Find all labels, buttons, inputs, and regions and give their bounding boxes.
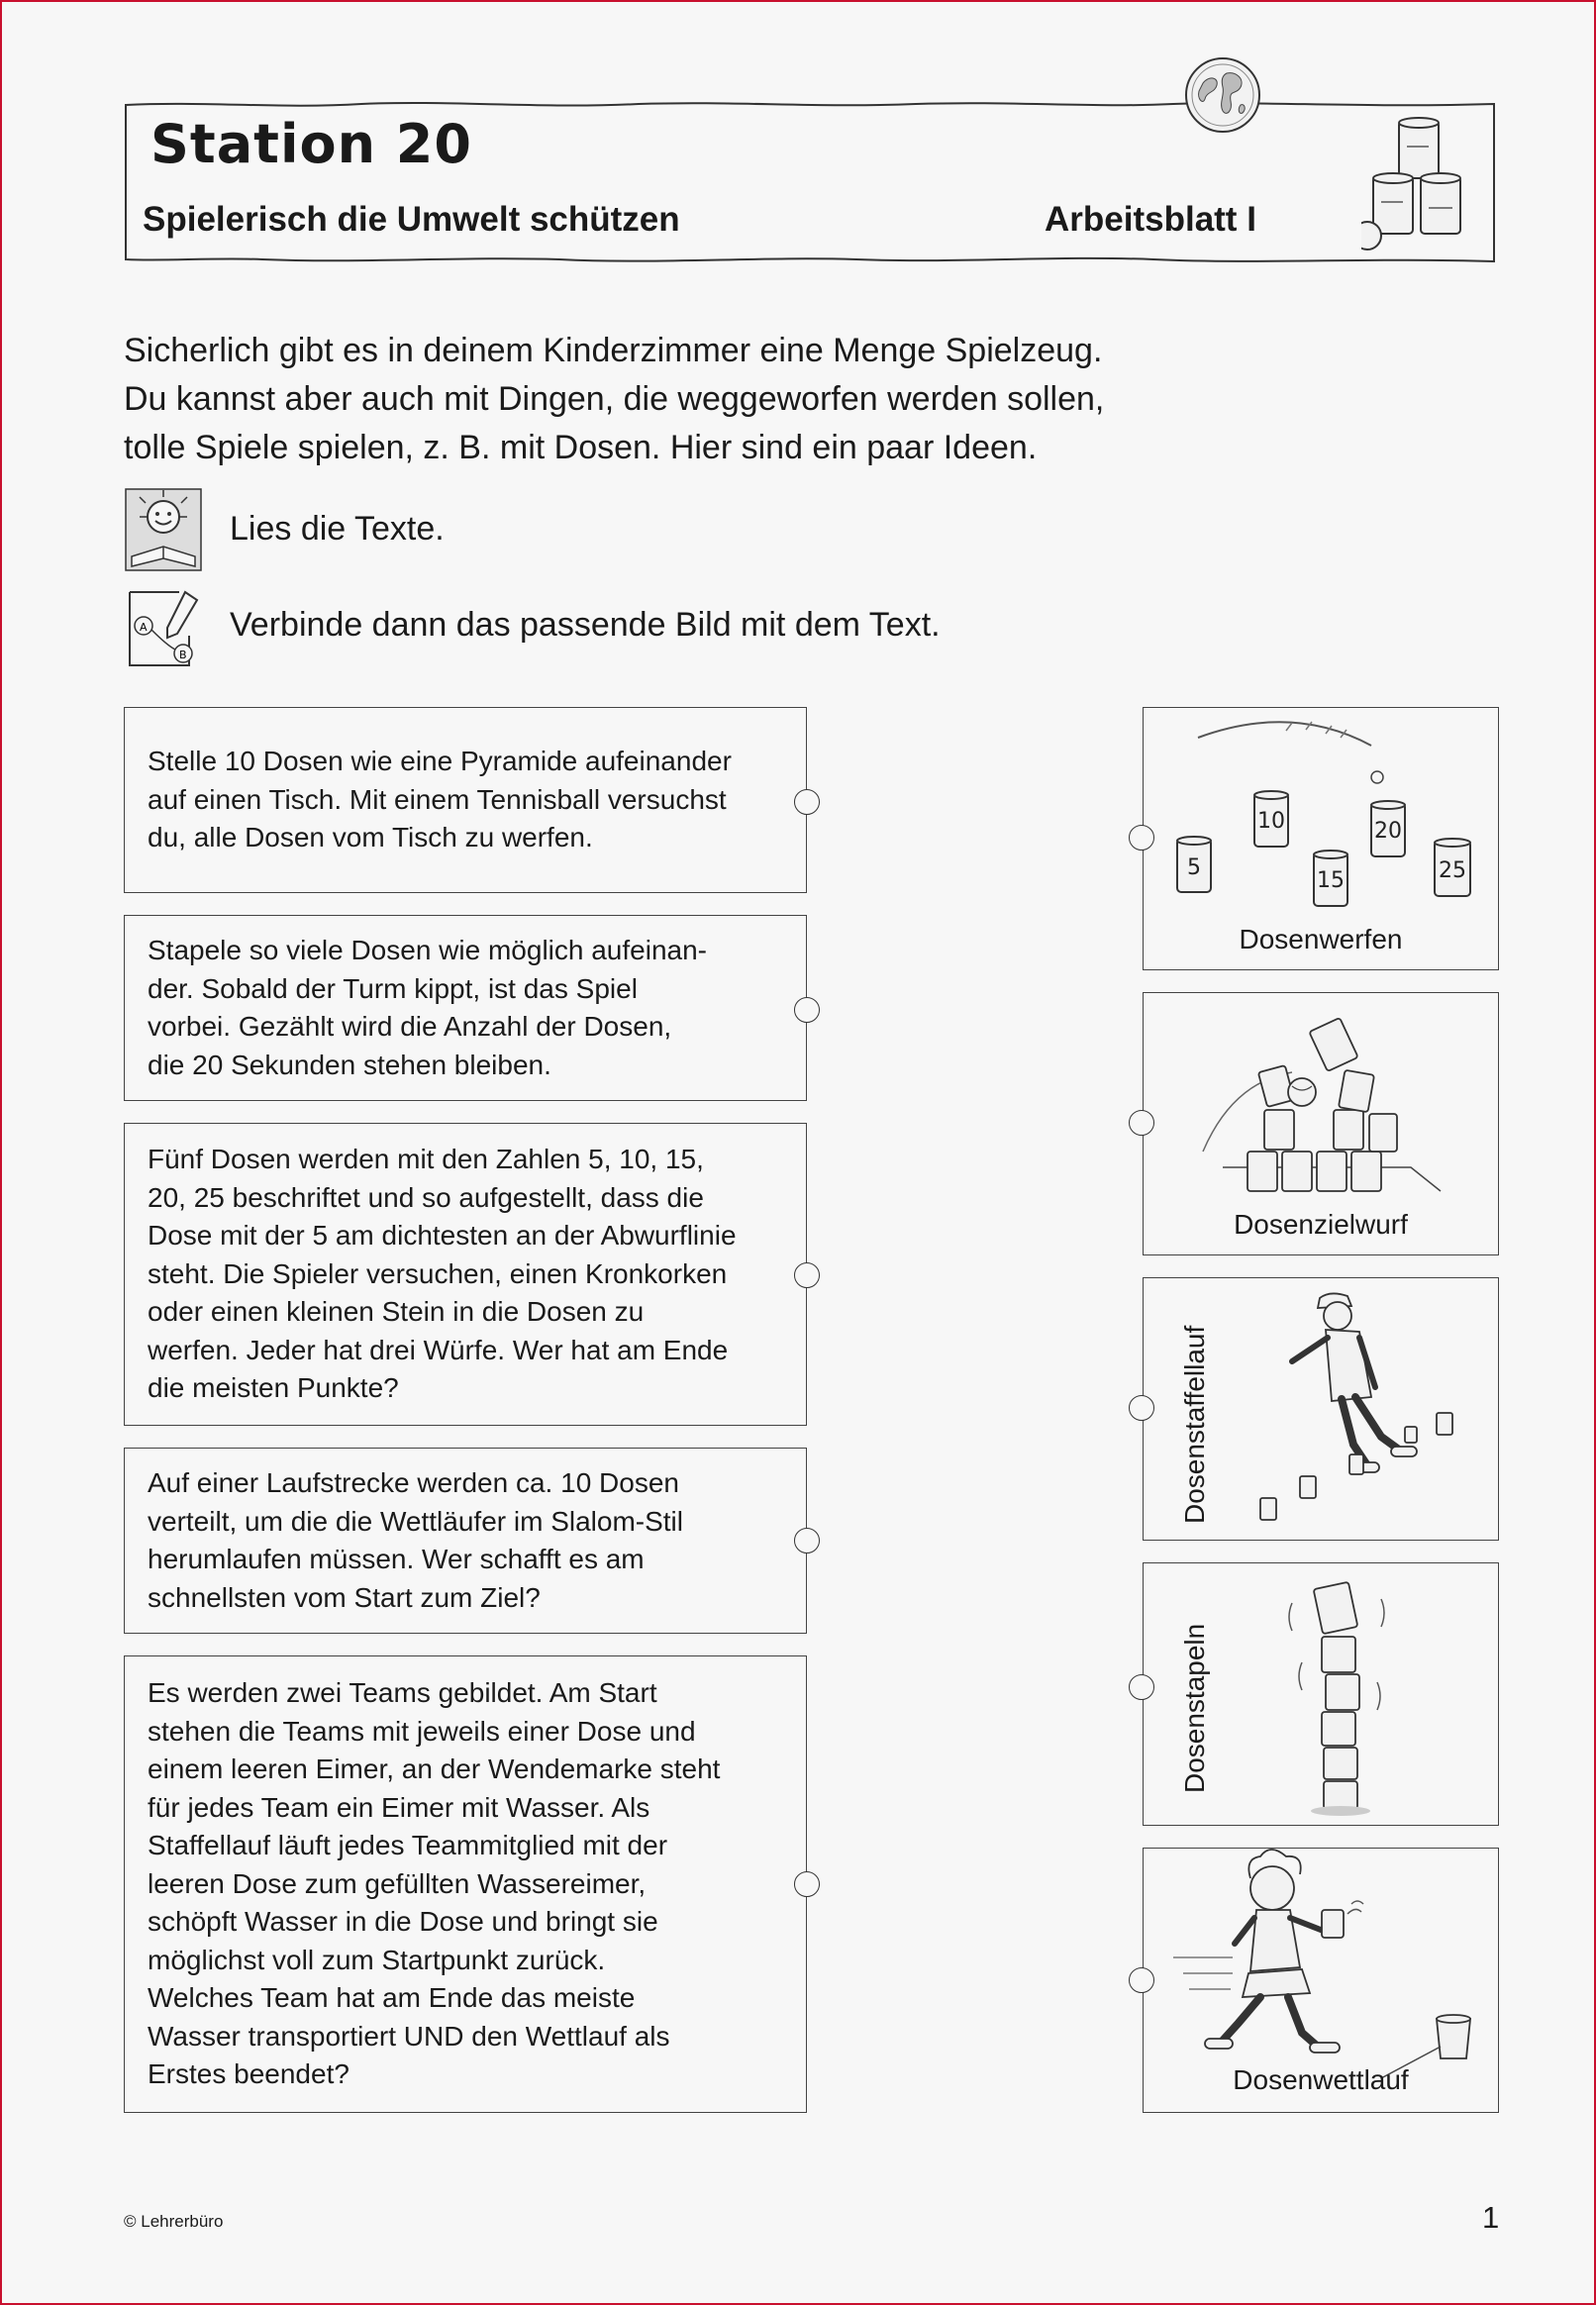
text-line: einem leeren Eimer, an der Wendemarke steht <box>148 1754 721 1785</box>
can-number: 5 <box>1187 855 1201 880</box>
connector-dot-picture-4[interactable] <box>1129 1674 1154 1700</box>
text-line: die 20 Sekunden stehen bleiben. <box>148 1049 551 1080</box>
text-line: Stelle 10 Dosen wie eine Pyramide aufeinander <box>148 746 732 777</box>
connector-dot-text-5[interactable] <box>794 1871 820 1897</box>
picture-caption: Dosenwettlauf <box>1233 2064 1409 2095</box>
text-line: 20, 25 beschriftet und so aufgestellt, dass die <box>148 1181 704 1213</box>
text-box-5 <box>124 1655 807 2113</box>
text-line: schnellsten vom Start zum Ziel? <box>148 1581 541 1613</box>
connector-dot-text-4[interactable] <box>794 1528 820 1553</box>
text-line: vorbei. Gezählt wird die Anzahl der Dosen, <box>148 1011 672 1042</box>
instruction-read: Lies die Texte. <box>230 510 445 548</box>
reading-child-icon <box>124 487 203 572</box>
text-line: die meisten Punkte? <box>148 1372 399 1404</box>
text-line: für jedes Team ein Eimer mit Wasser. Als <box>148 1791 650 1823</box>
intro-line: Du kannst aber auch mit Dingen, die weggeworfen werden sollen, <box>124 380 1105 418</box>
text-box-2 <box>124 915 807 1101</box>
sheet-label: Arbeitsblatt I <box>1045 200 1256 239</box>
connector-dot-picture-2[interactable] <box>1129 1110 1154 1136</box>
text-line: Welches Team hat am Ende das meiste <box>148 1982 636 2014</box>
text-box-3 <box>124 1123 807 1426</box>
text-box-4 <box>124 1448 807 1634</box>
text-line: verteilt, um die die Wettläufer im Slalom-Stil <box>148 1505 683 1537</box>
text-line: Fünf Dosen werden mit den Zahlen 5, 10, 15, <box>148 1144 704 1175</box>
can-number: 25 <box>1439 858 1466 883</box>
svg-text:A: A <box>140 621 148 634</box>
text-line: Stapele so viele Dosen wie möglich aufeinan- <box>148 935 707 965</box>
intro-text <box>124 327 1262 472</box>
text-box-1 <box>124 707 807 893</box>
header-box <box>124 101 1498 263</box>
picture-caption: Dosenwerfen <box>1239 924 1403 954</box>
text-line: möglichst voll zum Startpunkt zurück. <box>148 1944 606 1975</box>
pencil-connect-icon <box>124 586 203 671</box>
text-line: Erstes beendet? <box>148 2058 349 2090</box>
connector-dot-text-3[interactable] <box>794 1262 820 1288</box>
text-line: werfen. Jeder hat drei Würfe. Wer hat am Ende <box>148 1334 729 1365</box>
worksheet-subtitle: Spielerisch die Umwelt schützen <box>143 200 680 239</box>
text-line: du, alle Dosen vom Tisch zu werfen. <box>148 822 593 853</box>
connector-dot-text-1[interactable] <box>794 789 820 815</box>
connector-dot-text-2[interactable] <box>794 997 820 1023</box>
picture-box-dosenzielwurf <box>1143 992 1499 1255</box>
station-title: Station 20 <box>150 113 472 175</box>
globe-icon <box>1183 55 1262 135</box>
text-line: herumlaufen müssen. Wer schafft es am <box>148 1544 645 1574</box>
text-line: steht. Die Spieler versuchen, einen Kronkorken <box>148 1257 728 1289</box>
connector-dot-picture-1[interactable] <box>1129 825 1154 851</box>
text-line: der. Sobald der Turm kippt, ist das Spiel <box>148 972 638 1004</box>
svg-text:B: B <box>179 649 187 661</box>
can-number: 20 <box>1374 819 1402 844</box>
text-line: Dose mit der 5 am dichtesten an der Abwurflinie <box>148 1220 737 1252</box>
picture-box-dosenstapeln <box>1143 1562 1499 1826</box>
text-line: leeren Dose zum gefüllten Wassereimer, <box>148 1867 647 1899</box>
picture-caption-vertical: Dosenstaffellauf <box>1179 1325 1210 1524</box>
connector-dot-picture-5[interactable] <box>1129 1967 1154 1993</box>
picture-box-dosenwerfen <box>1143 707 1499 970</box>
text-line: stehen die Teams mit jeweils einer Dose und <box>148 1715 696 1747</box>
text-line: oder einen kleinen Stein in die Dosen zu <box>148 1296 645 1328</box>
picture-caption-vertical: Dosenstapeln <box>1179 1623 1210 1793</box>
text-line: auf einen Tisch. Mit einem Tennisball versuchst <box>148 783 727 815</box>
can-number: 10 <box>1257 809 1285 834</box>
page-number: 1 <box>1482 2200 1500 2235</box>
intro-line: tolle Spiele spielen, z. B. mit Dosen. Hier sind ein paar Ideen. <box>124 429 1038 466</box>
intro-line: Sicherlich gibt es in deinem Kinderzimmer eine Menge Spielzeug. <box>124 332 1103 369</box>
picture-box-dosenstaffellauf <box>1143 1277 1499 1541</box>
text-line: Wasser transportiert UND den Wettlauf als <box>148 2020 670 2052</box>
text-line: Auf einer Laufstrecke werden ca. 10 Dosen <box>148 1467 679 1498</box>
picture-box-dosenwettlauf <box>1143 1848 1499 2113</box>
stacked-cans-icon <box>1361 113 1470 251</box>
instruction-connect: Verbinde dann das passende Bild mit dem Text. <box>230 606 941 644</box>
text-line: schöpft Wasser in die Dose und bringt sie <box>148 1906 658 1938</box>
can-number: 15 <box>1317 868 1345 893</box>
picture-caption: Dosenzielwurf <box>1234 1209 1408 1240</box>
text-line: Es werden zwei Teams gebildet. Am Start <box>148 1677 657 1709</box>
text-line: Staffellauf läuft jedes Teammitglied mit der <box>148 1830 668 1861</box>
copyright-note: © Lehrerbüro <box>124 2212 224 2231</box>
connector-dot-picture-3[interactable] <box>1129 1395 1154 1421</box>
